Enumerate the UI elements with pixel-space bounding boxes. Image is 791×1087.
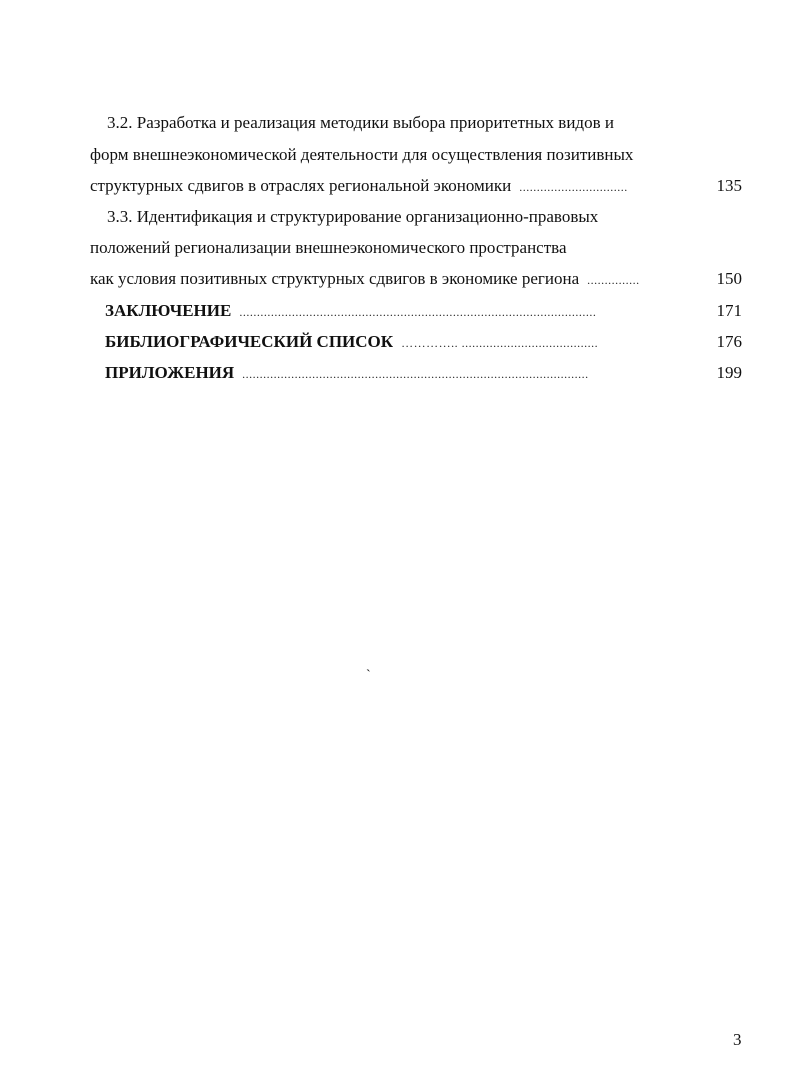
toc-conclusion-leader: ...................................................................................................... (239, 305, 597, 319)
toc-appendices-leader: ................................................................................................... (242, 367, 589, 381)
toc-3-3-page: 150 (716, 269, 742, 288)
toc-conclusion-page: 171 (716, 301, 742, 320)
toc-bibliography-leader: ………….. ....................................... (401, 336, 599, 350)
toc-bibliography (105, 331, 742, 354)
toc-3-2-page: 135 (716, 176, 742, 195)
toc-bibliography-label: БИБЛИОГРАФИЧЕСКИЙ СПИСОК (105, 332, 394, 351)
toc-3-3-text: как условия позитивных структурных сдвигов в экономике региона (90, 269, 580, 288)
toc-3-3-line-2: положений регионализации внешнеэкономического пространства (90, 238, 567, 257)
stray-mark: ` (366, 668, 371, 683)
toc-conclusion (105, 300, 742, 323)
toc-appendices-label: ПРИЛОЖЕНИЯ (105, 363, 235, 382)
toc-conclusion-label: ЗАКЛЮЧЕНИЕ (105, 301, 232, 320)
toc-3-2-text: структурных сдвигов в отраслях региональной экономики (90, 176, 512, 195)
toc-3-3-leader: ............... (587, 273, 640, 287)
toc-3-2-line-1: 3.2. Разработка и реализация методики выбора приоритетных видов и (107, 113, 614, 132)
page-number: 3 (733, 1030, 742, 1049)
toc-appendices-page: 199 (716, 363, 742, 382)
toc-3-2-leader: ............................... (519, 180, 628, 194)
toc-bibliography-page: 176 (716, 332, 742, 351)
toc-appendices (105, 362, 742, 385)
toc-3-3-line-3 (90, 268, 742, 291)
toc-3-2-line-3 (90, 175, 742, 198)
toc-3-3-line-1: 3.3. Идентификация и структурирование организационно-правовых (107, 207, 599, 226)
toc-3-2-line-2: форм внешнеэкономической деятельности для осуществления позитивных (90, 145, 634, 164)
